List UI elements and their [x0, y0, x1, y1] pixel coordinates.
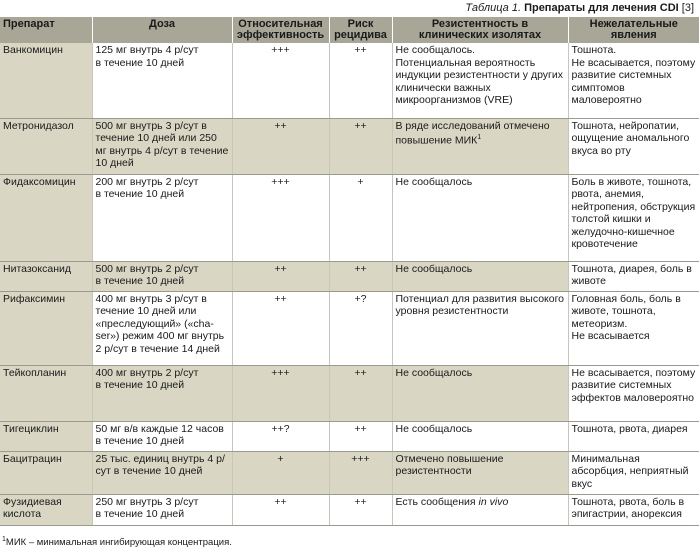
- drug-cell: Нитазоксанид: [0, 261, 92, 291]
- caption-ref: [3]: [681, 2, 694, 14]
- header-efficacy: Относительная эффективность: [232, 17, 329, 43]
- relapse-cell: ++: [329, 421, 392, 451]
- dose-cell: 25 тыс. единиц внутрь 4 р/сут в течение 10 дней: [92, 451, 232, 494]
- footnote-text: МИК – минимальная ингибирующая концентрация.: [5, 537, 232, 549]
- drug-cell: Рифаксимин: [0, 291, 92, 365]
- table-row: [0, 261, 699, 291]
- drug-cell: Бацитрацин: [0, 451, 92, 494]
- dose-cell: 400 мг внутрь 3 р/сут в течение 10 дней или «преследующий» («cha-ser») режим 400 мг внутрь 2 р/сут в течение 14 дней: [92, 291, 232, 365]
- adverse-cell: Не всасывается, поэтому развитие системных эффектов маловероятно: [568, 365, 699, 421]
- caption-prefix: Таблица 1.: [465, 2, 521, 14]
- table-header-row: [0, 17, 699, 43]
- header-drug: Препарат: [0, 17, 92, 43]
- resistance-cell: Не сообщалось: [392, 365, 568, 421]
- table-row: [0, 494, 699, 525]
- relapse-cell: +: [329, 174, 392, 261]
- efficacy-cell: ++: [232, 261, 329, 291]
- efficacy-cell: ++?: [232, 421, 329, 451]
- header-dose: Доза: [92, 17, 232, 43]
- footnote-mark: 1: [2, 536, 6, 543]
- resistance-text: Есть сообщения: [395, 495, 479, 508]
- drug-cell: Фидаксомицин: [0, 174, 92, 261]
- adverse-cell: Тошнота. Не всасывается, поэтому развитие системных симптомов маловероятно: [568, 43, 699, 118]
- resistance-text: В ряде исследований отмечено повышение МИК: [395, 119, 550, 147]
- resistance-cell: Не сообщалось. Потенциальная вероятность индукции резистентности у других клинически важных микроорганизмов (VRE): [392, 43, 568, 118]
- adverse-cell: Головная боль, боль в животе, тошнота, метеоризм. Не всасывается: [568, 291, 699, 365]
- drugs-table: [0, 17, 699, 526]
- adverse-cell: Тошнота, рвота, боль в эпигастрии, анорексия: [568, 494, 699, 525]
- relapse-cell: ++: [329, 261, 392, 291]
- dose-cell: 400 мг внутрь 2 р/сут в течение 10 дней: [92, 365, 232, 421]
- dose-cell: 500 мг внутрь 2 р/сут в течение 10 дней: [92, 261, 232, 291]
- dose-cell: 125 мг внутрь 4 р/сут в течение 10 дней: [92, 43, 232, 118]
- resistance-cell: Не сообщалось: [392, 421, 568, 451]
- drug-cell: Фузидиевая кислота: [0, 494, 92, 525]
- table-row: [0, 421, 699, 451]
- adverse-cell: Тошнота, диарея, боль в животе: [568, 261, 699, 291]
- table-row: [0, 365, 699, 421]
- footnote-mark: 1: [477, 134, 482, 142]
- efficacy-cell: +++: [232, 174, 329, 261]
- efficacy-cell: +++: [232, 365, 329, 421]
- table-row: [0, 118, 699, 174]
- table-row: [0, 43, 699, 118]
- adverse-cell: Минимальная абсорбция, неприятный вкус: [568, 451, 699, 494]
- relapse-cell: ++: [329, 43, 392, 118]
- resistance-cell: Отмечено повышение резистентности: [392, 451, 568, 494]
- dose-cell: 250 мг внутрь 3 р/сут в течение 10 дней: [92, 494, 232, 525]
- drug-cell: Тейкопланин: [0, 365, 92, 421]
- adverse-cell: Тошнота, нейропатии, ощущение аномального вкуса во рту: [568, 118, 699, 174]
- caption-title: Препараты для лечения CDI: [524, 2, 679, 14]
- efficacy-cell: ++: [232, 291, 329, 365]
- footnote: [2, 536, 232, 548]
- header-adverse: Нежелательные явления: [568, 17, 699, 43]
- relapse-cell: +?: [329, 291, 392, 365]
- table-row: [0, 174, 699, 261]
- drug-cell: Метронидазол: [0, 118, 92, 174]
- efficacy-cell: +++: [232, 43, 329, 118]
- header-resistance: Резистентность в клинических изолятах: [392, 17, 568, 43]
- resistance-italic: in vivo: [478, 495, 509, 508]
- adverse-cell: Тошнота, рвота, диарея: [568, 421, 699, 451]
- resistance-cell: [392, 494, 568, 525]
- drug-cell: Тигециклин: [0, 421, 92, 451]
- resistance-cell: Потенциал для развития высокого уровня резистентности: [392, 291, 568, 365]
- efficacy-cell: +: [232, 451, 329, 494]
- relapse-cell: +++: [329, 451, 392, 494]
- resistance-cell: [392, 118, 568, 174]
- header-relapse: Риск рецидива: [329, 17, 392, 43]
- resistance-cell: Не сообщалось: [392, 174, 568, 261]
- efficacy-cell: ++: [232, 494, 329, 525]
- relapse-cell: ++: [329, 365, 392, 421]
- efficacy-cell: ++: [232, 118, 329, 174]
- dose-cell: 500 мг внутрь 3 р/сут в течение 10 дней или 250 мг внутрь 4 р/сут в течение 10 дней: [92, 118, 232, 174]
- relapse-cell: ++: [329, 494, 392, 525]
- table-row: [0, 451, 699, 494]
- table-row: [0, 291, 699, 365]
- drug-cell: Ванкомицин: [0, 43, 92, 118]
- table-caption: [465, 2, 694, 14]
- resistance-cell: Не сообщалось: [392, 261, 568, 291]
- dose-cell: 200 мг внутрь 2 р/сут в течение 10 дней: [92, 174, 232, 261]
- adverse-cell: Боль в животе, тошнота, рвота, анемия, нейтропения, обструкция толстой кишки и желудочно-кишечное кровотечение: [568, 174, 699, 261]
- dose-cell: 50 мг в/в каждые 12 часов в течение 10 дней: [92, 421, 232, 451]
- relapse-cell: ++: [329, 118, 392, 174]
